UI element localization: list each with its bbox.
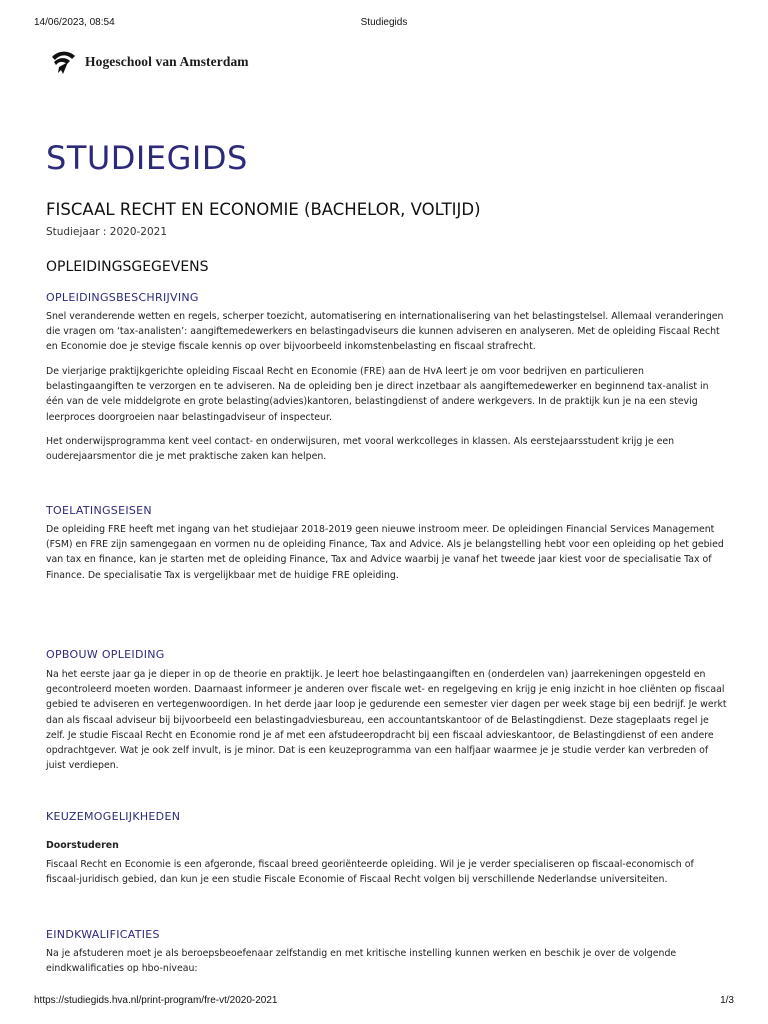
paragraph: Fiscaal Recht en Economie is een afgeronde, fiscaal breed georiënteerde opleiding. Wil je je verder specialiseren op fiscaal-economisch of fiscaal-juridisch gebied, dan kun je een studie Fiscale Economie of Fiscaal Recht volgen bij verschillende Nederlandse universiteiten. bbox=[46, 859, 694, 886]
hva-logo-icon bbox=[50, 48, 77, 76]
heading-keuzemogelijkheden: KEUZEMOGELIJKHEDEN bbox=[46, 810, 181, 823]
paragraph: Na het eerste jaar ga je dieper in op de theorie en praktijk. Je leert hoe belastingaangiften en (onderdelen van) jaarrekeningen opgesteld en gecontroleerd moeten worden. Daarnaast informeer je anderen over fiscale wet- en regelgeving en krijg je enig inzicht in hoe cliënten op fiscaal gebied te adviseren en vertegenwoordigen. In het derde jaar loop je gedurende een semester vier dagen per week stage bij een bedrijf. Je werkt dan als fiscaal adviseur bij bijvoorbeeld een belastingadviesbureau, een accountantskantoor of de Belastingdienst. Deze stageplaats regel je zelf. Je studie Fiscaal Recht en Economie rond je af met een afstudeeropdracht bij een fiscaal advieskantoor, de Belastingdienst of een andere opdrachtgever. Wat je ook zelf invult, is je minor. Dat is een keuzeprogramma van een halfjaar waarmee je je studie verder kan verbreden of juist verdiepen. bbox=[46, 669, 727, 772]
paragraph: Snel veranderende wetten en regels, scherper toezicht, automatisering en internationalisering van het belastingstelsel. Allemaal veranderingen die vragen om ‘tax-analisten’: aangiftemedewerkers en belastingadviseurs die kunnen adviseren en analyseren. Met de opleiding Fiscaal Recht en Economie doe je stevige fiscale kennis op over bijvoorbeeld inkomstenbelasting en fiscaal strafrecht. bbox=[46, 311, 724, 353]
page-title: STUDIEGIDS bbox=[46, 139, 248, 177]
print-title: Studiegids bbox=[360, 17, 408, 28]
subheading-doorstuderen: Doorstuderen bbox=[46, 840, 119, 851]
print-datetime: 14/06/2023, 08:54 bbox=[34, 17, 115, 28]
paragraph: Na je afstuderen moet je als beroepsbeoefenaar zelfstandig en met kritische instelling kunnen werken en beschik je over de volgende eindkwalificaties op hbo-niveau: bbox=[46, 948, 677, 975]
paragraph: De vierjarige praktijkgerichte opleiding Fiscaal Recht en Economie (FRE) aan de HvA leert je om voor bedrijven en particulieren belastingaangiften te verzorgen en te adviseren. Na de opleiding ben je direct inzetbaar als aangiftemedewerker en beginnend tax-analist in één van de vele middelgrote en grote belasting(advies)kantoren, belastingdienst of andere werkgevers. In de praktijk kun je na een stevig leerproces doorgroeien naar belastingadviseur of inspecteur. bbox=[46, 366, 709, 423]
heading-eindkwalificaties: EINDKWALIFICATIES bbox=[46, 928, 160, 941]
hva-logo bbox=[50, 48, 249, 76]
program-name: FISCAAL RECHT EN ECONOMIE (BACHELOR, VOLTIJD) bbox=[46, 200, 481, 219]
logo-text: Hogeschool van Amsterdam bbox=[85, 54, 249, 69]
page-number: 1/3 bbox=[720, 995, 734, 1006]
heading-toelatingseisen: TOELATINGSEISEN bbox=[46, 504, 152, 517]
section-title: OPLEIDINGSGEGEVENS bbox=[46, 259, 209, 275]
print-url: https://studiegids.hva.nl/print-program/fre-vt/2020-2021 bbox=[34, 995, 278, 1006]
study-year: Studiejaar : 2020-2021 bbox=[46, 226, 168, 238]
paragraph: De opleiding FRE heeft met ingang van het studiejaar 2018-2019 geen nieuwe instroom meer. De opleidingen Financial Services Management (FSM) en FRE zijn samengegaan en vormen nu de opleiding Finance, Tax and Advice. Als je belangstelling hebt voor een opleiding op het gebied van tax en finance, kan je starten met de opleiding Finance, Tax and Advice waarbij je vanaf het tweede jaar kiest voor de specialisatie Tax of Finance. De specialisatie Tax is vergelijkbaar met de huidige FRE opleiding. bbox=[46, 524, 724, 581]
paragraph: Het onderwijsprogramma kent veel contact- en onderwijsuren, met vooral werkcolleges in klassen. Als eerstejaarsstudent krijg je een ouderejaarsmentor die je met praktische zaken kan helpen. bbox=[46, 436, 675, 463]
heading-opleidingsbeschrijving: OPLEIDINGSBESCHRIJVING bbox=[46, 291, 199, 304]
heading-opbouw-opleiding: OPBOUW OPLEIDING bbox=[46, 648, 165, 661]
